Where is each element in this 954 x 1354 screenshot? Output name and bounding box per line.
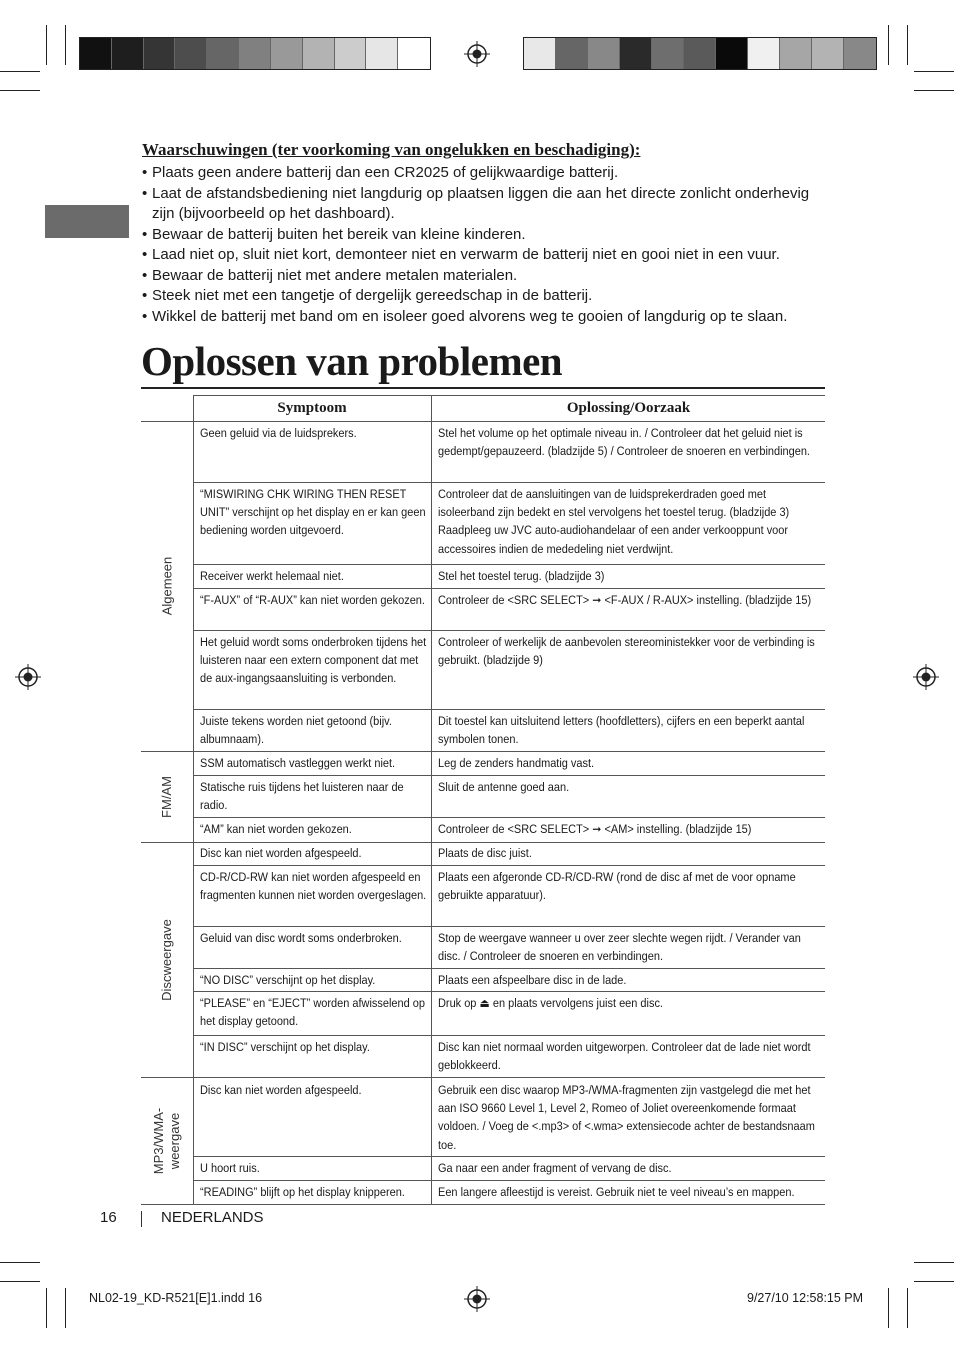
color-swatch [556, 38, 588, 69]
page-title: Oplossen van problemen [141, 338, 563, 384]
color-swatch [144, 38, 176, 69]
section-tab-marker [45, 205, 129, 238]
list-item: • Plaats geen andere batterij dan een CR2025 of gelijkwaardige batterij. [142, 163, 832, 184]
list-item: • Steek niet met een tangetje of dergelijk gereedschap in de batterij. [142, 286, 832, 307]
color-swatch [652, 38, 684, 69]
table-row-8-symptom: “AM” kan niet worden gekozen. [200, 822, 352, 836]
table-row-4-solution: Controleer of werkelijk de aanbevolen stereoministekker voor de verbinding is gebruikt. (bladzijde 9) [438, 635, 815, 668]
table-row-13-solution: Druk op ⏏ en plaats vervolgens juist een disc. [438, 996, 663, 1010]
table-row-17-symptom: “READING” blijft op het display knipperen. [200, 1185, 405, 1199]
group-label-fm-am: FM/AM [158, 775, 174, 818]
table-row-0-solution: Stel het volume op het optimale niveau in. / Controleer dat het geluid niet is gedempt/gepauzeerd. (bladzijde 5) / Controleer de snoeren en verbindingen. [438, 426, 810, 459]
table-row-12-solution: Plaats een afspeelbare disc in de lade. [438, 973, 627, 987]
color-swatch [780, 38, 812, 69]
group-label-disc-playback: Discweergave [159, 918, 174, 1001]
color-swatch [620, 38, 652, 69]
registration-mark-icon [913, 664, 939, 690]
table-row-2-solution: Stel het toestel terug. (bladzijde 3) [438, 569, 605, 583]
table-row-11-solution: Stop de weergave wanneer u over zeer slechte wegen rijdt. / Verander van disc. / Controleer de snoeren en verbindingen. [438, 931, 801, 964]
color-swatch [716, 38, 748, 69]
color-swatch [812, 38, 844, 69]
slug-timestamp: 9/27/10 12:58:15 PM [747, 1291, 864, 1305]
registration-mark-icon [464, 1286, 490, 1312]
column-header-solution: Oplossing/Oorzaak [566, 399, 691, 416]
color-swatch [175, 38, 207, 69]
table-row-7-symptom: Statische ruis tijdens het luisteren naar de radio. [200, 780, 404, 813]
color-swatch [271, 38, 303, 69]
table-row-4-symptom: Het geluid wordt soms onderbroken tijdens het luisteren naar een extern component dat met de aux-ingangsaansluiting is verbonden. [200, 635, 427, 686]
table-row-16-solution: Ga naar een ander fragment of vervang de disc. [438, 1161, 672, 1175]
slug-filename: NL02-19_KD-R521[E]1.indd 16 [89, 1291, 263, 1305]
table-row-12-symptom: “NO DISC” verschijnt op het display. [200, 973, 376, 987]
table-row-11-symptom: Geluid van disc wordt soms onderbroken. [200, 931, 402, 945]
color-swatch [239, 38, 271, 69]
table-row-8-solution: Controleer de <SRC SELECT> ➞ <AM> instelling. (bladzijde 15) [438, 822, 752, 836]
footer-language: NEDERLANDS [161, 1209, 264, 1226]
table-row-14-solution: Disc kan niet normaal worden uitgeworpen. Controleer dat de lade niet wordt geblokkeerd. [438, 1040, 811, 1073]
table-row-1-symptom: “MISWIRING CHK WIRING THEN RESET UNIT” verschijnt op het display en er kan geen bediening worden uitgevoerd. [200, 487, 426, 538]
table-row-6-symptom: SSM automatisch vastleggen werkt niet. [200, 756, 396, 770]
color-swatch [112, 38, 144, 69]
table-row-2-symptom: Receiver werkt helemaal niet. [200, 569, 344, 583]
table-row-3-solution: Controleer de <SRC SELECT> ➞ <F-AUX / R-AUX> instelling. (bladzijde 15) [438, 593, 812, 607]
list-item: • Laat de afstandsbediening niet langdurig op plaatsen liggen die aan het directe zonlicht onderhevig zijn (bijvoorbeeld op het dashboard). [142, 184, 832, 225]
table-row-0-symptom: Geen geluid via de luidsprekers. [200, 426, 357, 440]
color-swatch [398, 38, 430, 69]
table-row-9-solution: Plaats de disc juist. [438, 846, 532, 860]
table-row-1-solution: Controleer dat de aansluitingen van de luidsprekerdraden goed met isoleerband zijn bedekt en stel vervolgens het toestel terug. (bladzijde 3) Raadpleeg uw JVC auto-audiohandelaar of een ander verkooppunt voor accessoires indien de mededeling niet verdwijnt. [438, 487, 790, 556]
table-row-17-solution: Een langere afleestijd is vereist. Gebruik niet te veel niveau’s en mappen. [438, 1185, 795, 1199]
color-swatch [303, 38, 335, 69]
color-calibration-bar-right [523, 37, 877, 70]
table-row-13-symptom: “PLEASE” en “EJECT” worden afwisselend op het display getoond. [200, 996, 425, 1029]
title-underline [141, 387, 825, 389]
table-row-3-symptom: “F-AUX” of “R-AUX” kan niet worden gekozen. [200, 593, 425, 607]
list-item: • Bewaar de batterij buiten het bereik van kleine kinderen. [142, 225, 832, 246]
table-row-16-symptom: U hoort ruis. [200, 1161, 260, 1175]
warnings-heading: Waarschuwingen (ter voorkoming van ongelukken en beschadiging): [142, 140, 641, 159]
page-number: 16 [100, 1209, 117, 1226]
group-label-general: Algemeen [159, 556, 175, 616]
registration-mark-icon [15, 664, 41, 690]
color-swatch [335, 38, 367, 69]
table-row-6-solution: Leg de zenders handmatig vast. [438, 756, 595, 770]
table-row-15-solution: Gebruik een disc waarop MP3-/WMA-fragmenten zijn vastgelegd die met het aan ISO 9660 Level 1, Level 2, Romeo of Joliet overeenkomende formaat voldoen. / Voeg de <.mp3> of <.wma> extensiecode achter de bestandsnaam toe. [438, 1083, 815, 1152]
color-swatch [844, 38, 876, 69]
table-row-10-symptom: CD-R/CD-RW kan niet worden afgespeeld en fragmenten kunnen niet worden overgeslagen. [200, 870, 427, 903]
list-item: • Laad niet op, sluit niet kort, demonteer niet en verwarm de batterij niet en gooi niet in een vuur. [142, 245, 832, 266]
warnings-list [142, 163, 832, 327]
color-swatch [588, 38, 620, 69]
list-item: • Bewaar de batterij niet met andere metalen materialen. [142, 266, 832, 287]
table-row-14-symptom: “IN DISC” verschijnt op het display. [200, 1040, 370, 1054]
table-row-10-solution: Plaats een afgeronde CD-R/CD-RW (rond de disc af met de voor opname gebruikte apparatuur). [438, 870, 796, 903]
table-row-5-solution: Dit toestel kan uitsluitend letters (hoofdletters), cijfers en een beperkt aantal symbolen tonen. [438, 714, 805, 747]
color-swatch [80, 38, 112, 69]
table-row-15-symptom: Disc kan niet worden afgespeeld. [200, 1083, 362, 1097]
color-swatch [207, 38, 239, 69]
color-swatch [524, 38, 556, 69]
registration-mark-icon [464, 41, 490, 67]
column-header-symptom: Symptoom [277, 399, 347, 416]
color-swatch [684, 38, 716, 69]
table-row-7-solution: Sluit de antenne goed aan. [438, 780, 570, 794]
color-calibration-bar-left [79, 37, 431, 70]
table-row-5-symptom: Juiste tekens worden niet getoond (bijv. albumnaam). [200, 714, 392, 747]
footer-divider [141, 1211, 142, 1227]
color-swatch [748, 38, 780, 69]
table-row-9-symptom: Disc kan niet worden afgespeeld. [200, 846, 362, 860]
group-label-mp3-wma-playback: MP3/WMA- weergave [151, 1107, 183, 1174]
color-swatch [366, 38, 398, 69]
list-item: • Wikkel de batterij met band om en isoleer goed alvorens weg te gooien of langdurig op te slaan. [142, 307, 832, 328]
